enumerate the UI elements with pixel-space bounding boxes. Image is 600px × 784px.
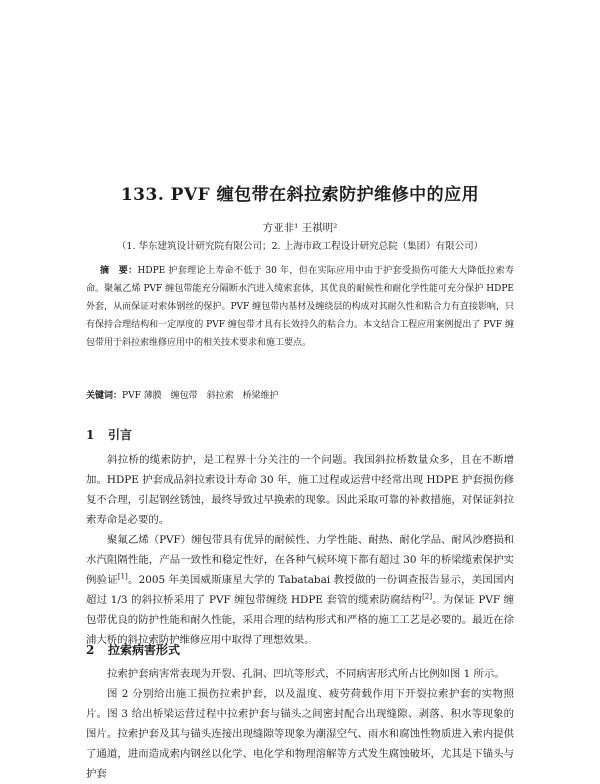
paragraph: 图 2 分别给出施工损伤拉索护套，以及温度、疲劳荷载作用下开裂拉索护套的实物照片。图 3 给出桥梁运营过程中拉索护套与锚头之间密封配合出现缝隙、剥落、积水等现象的图片。拉索护套及其与锚头连接出现缝隙等现象为潮湿空气、雨水和腐蚀性物质进入索内提供了通道，进而造成索内钢丝以化学、电化学和物理溶解等方式发生腐蚀破坏，尤其是下锚头与护套 (86, 688, 514, 780)
paragraph-text: 。为保证 PVF 缠包带优良的防护性能和耐久性能，采用合理的结构形式和严格的施工工艺是必要的。最近在徐浦大桥的斜拉索防护维修应用中取得了理想效果。 (86, 594, 514, 646)
abstract (86, 262, 514, 352)
abstract-text: HDPE 护套理论上寿命不低于 30 年，但在实际应用中由于护套受损伤可能大大降低拉索寿命。聚氟乙烯 PVF 缠包带能充分隔断水汽进入缆索套体，其优良的耐候性和耐化学性能可充分保护 HDPE 外套，从而保证对索体钢丝的保护。PVF 缠包带内基材及缠绕层的构成对其耐久性和粘合力有直接影响，只有保持合理结构和一定厚度的 PVF 缠包带才具有长效持久的粘合力。本文结合工程应用案例提出了 PVF 缠包带用于斜拉索维修应用中的相关技术要求和施工要点。 (86, 266, 514, 348)
paragraph: 斜拉桥的缆索防护，是工程界十分关注的一个问题。我国斜拉桥数量众多，且在不断增加。HDPE 护套成品斜拉索设计寿命 30 年，施工过程或运营中经常出现 HDPE 护套损伤修复不合理，引起钢丝锈蚀，最终导致过早换索的现象。因此采取可靠的补救措施，对保证斜拉索寿命是必要的。 (86, 454, 514, 526)
citation-ref: [2] (422, 592, 433, 601)
section-title: 引言 (108, 428, 133, 442)
section-body-introduction (86, 450, 514, 650)
abstract-label: 摘 要： (100, 266, 138, 276)
section-title: 拉索病害形式 (108, 643, 181, 657)
affiliation-line: （1. 华东建筑设计研究院有限公司；2. 上海市政工程设计研究总院（集团）有限公司） (116, 241, 484, 252)
paragraph (86, 530, 514, 650)
keywords-label: 关键词： (86, 391, 123, 401)
keywords (86, 388, 514, 404)
keywords-text: PVF 薄膜 缠包带 斜拉索 桥梁维护 (122, 391, 279, 401)
section-body-cable-defects (86, 664, 514, 784)
paragraph-text: 聚氟乙烯（PVF）缠包带具有优异的耐候性、力学性能、耐热、耐化学品、耐风沙磨损和水汽阻隔性能，产品一致性和稳定性好，在各种气候环境下都有超过 30 年的桥梁缆索保护实例验证 (86, 534, 514, 586)
citation-ref: [1] (117, 572, 128, 581)
section-heading-cable-defects (86, 641, 180, 658)
section-heading-introduction (86, 426, 132, 443)
paper-title: 133. PVF 缠包带在斜拉索防护维修中的应用 (120, 185, 480, 205)
section-number: 1 (86, 428, 95, 442)
section-number: 2 (86, 643, 95, 657)
author-line: 方亚非¹ 王祺明² (262, 222, 338, 234)
paragraph-text: 。2005 年美国威斯康星大学的 Tabatabai 教授做的一份调查报告显示，美国国内超过 1/3 的斜拉桥采用了 PVF 缠包带缠绕 HDPE 套管的缆索防腐结构 (86, 574, 514, 606)
paragraph: 拉索护套病害常表现为开裂、孔洞、凹坑等形式，不同病害形式所占比例如图 1 所示。 (107, 668, 505, 680)
